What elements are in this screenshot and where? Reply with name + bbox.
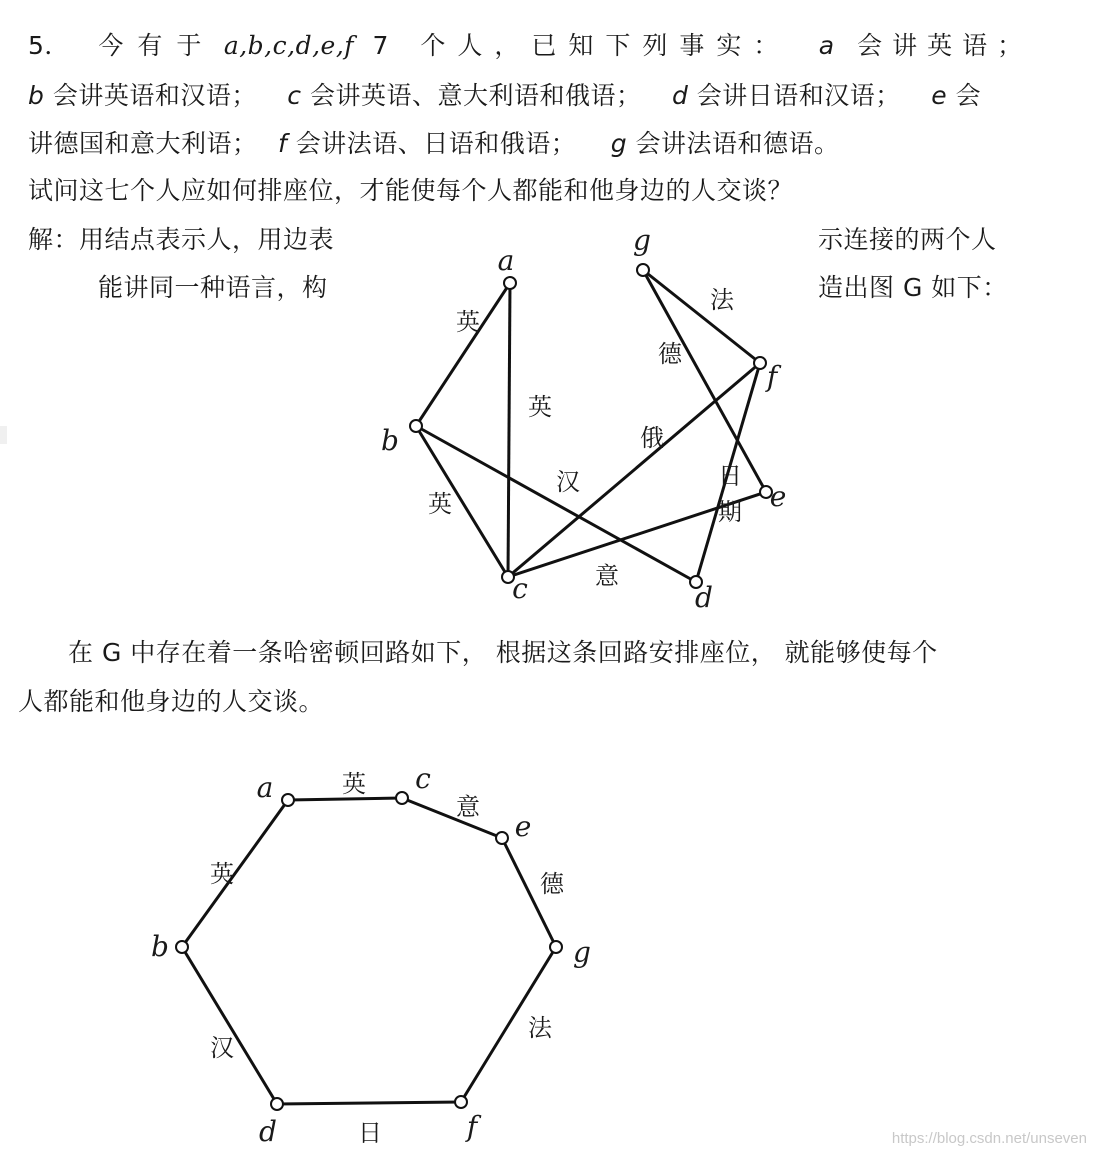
graph-node-g [637, 264, 649, 276]
fact-c-letter: c [287, 81, 302, 110]
cycle-node-e [496, 832, 508, 844]
graph-node-f [754, 357, 766, 369]
fact-e-text-1: 会 [955, 81, 982, 110]
graph-node-label-e: e [769, 480, 787, 513]
cycle-node-d [271, 1098, 283, 1110]
problem-number: 5． [28, 31, 70, 60]
graph-edge-label-a-b: 英 [456, 308, 480, 336]
cycle-node-a [282, 794, 294, 806]
cycle-edge-a-c [288, 798, 402, 800]
graph-edge-a-b [416, 283, 510, 426]
graph-edge-label-f-d: 日 [718, 462, 742, 490]
cycle-node-label-g: g [573, 936, 591, 969]
conclusion-line-1: 在 G 中存在着一条哈密顿回路如下， 根据这条回路安排座位， 就能够使每个 [68, 638, 938, 667]
cycle-edge-label-e-g: 德 [540, 870, 564, 898]
graph-node-a [504, 277, 516, 289]
conclusion-line-2: 人都能和他身边的人交谈。 [18, 687, 325, 716]
problem-intro-count: 7 个人，已知下列事实： [372, 31, 791, 60]
fact-a-letter: a [818, 31, 835, 60]
fact-c-text: 会讲英语、意大利语和俄语； [310, 81, 642, 110]
cycle-node-b [176, 941, 188, 953]
solution-intro-right-1: 示连接的两个人 [818, 225, 997, 254]
graph-node-label-a: a [497, 244, 515, 277]
people-list: a,b,c,d,e,f [223, 31, 355, 60]
problem-question: 试问这七个人应如何排座位，才能使每个人都能和他身边的人交谈？ [28, 176, 794, 205]
fact-b-letter: b [28, 81, 45, 110]
cycle-node-label-a: a [256, 771, 274, 804]
graph-edge-label-b-d: 汉 [556, 468, 580, 496]
graph-node-label-b: b [381, 424, 399, 457]
cycle-node-label-d: d [259, 1115, 277, 1148]
cycle-node-c [396, 792, 408, 804]
cycle-edge-label-f-d: 日 [358, 1119, 382, 1147]
cycle-edge-d-b [182, 947, 277, 1104]
cycle-node-label-b: b [151, 930, 169, 963]
problem-intro-text: 今有于 [98, 31, 216, 60]
graph-edge-label-g-f: 法 [710, 286, 734, 314]
graph-edge-label-b-c: 英 [428, 490, 452, 518]
cycle-edge-b-a [182, 800, 288, 947]
graph-edge-label-g-e: 德 [658, 340, 682, 368]
fact-b-text: 会讲英语和汉语； [52, 81, 257, 110]
fact-f-letter: f [277, 129, 288, 158]
graph-edge-label-c-f: 俄 [640, 424, 664, 452]
fact-a-text: 会讲英语； [857, 31, 1033, 60]
cycle-node-label-c: c [415, 762, 431, 795]
cycle-node-f [455, 1096, 467, 1108]
watermark: https://blog.csdn.net/unseven [891, 1130, 1087, 1147]
fact-e-letter: e [931, 81, 948, 110]
cycle-node-label-e: e [514, 810, 532, 843]
graph-edge-label-c-e: 意 [595, 562, 619, 590]
fact-g-text: 会讲法语和德语。 [635, 129, 840, 158]
fact-f-text: 会讲法语、日语和俄语； [295, 129, 577, 158]
cycle-edge-label-b-a: 英 [210, 860, 234, 888]
graph-edge-label-a-c: 英 [528, 393, 552, 421]
cycle-edge-label-d-b: 汉 [210, 1034, 234, 1062]
fact-e-text-2: 讲德国和意大利语； [28, 129, 258, 158]
fact-g-letter: g [610, 129, 628, 158]
cycle-edge-label-g-f: 法 [528, 1014, 552, 1042]
fact-d-text: 会讲日语和汉语； [696, 81, 901, 110]
graph-node-label-g: g [633, 224, 651, 257]
graph-node-label-d: d [695, 581, 713, 614]
cycle-edge-f-d [277, 1102, 461, 1104]
graph-node-label-c: c [512, 572, 528, 605]
graph-edge-g-e [643, 270, 766, 492]
cycle-node-label-f: f [466, 1110, 478, 1143]
cycle-edge-label-c-e: 意 [456, 793, 480, 821]
solution-intro-left-1: 解：用结点表示人，用边表 [28, 225, 335, 254]
graph-node-label-f: f [766, 360, 778, 393]
solution-intro-left-2: 能讲同一种语言，构 [98, 273, 328, 302]
graph-edge-a-c [508, 283, 510, 577]
cycle-edge-c-e [402, 798, 502, 838]
fact-d-letter: d [671, 81, 689, 110]
cycle-node-g [550, 941, 562, 953]
graph-node-b [410, 420, 422, 432]
cycle-edge-label-a-c: 英 [342, 770, 366, 798]
solution-intro-right-2: 造出图 G 如下： [818, 273, 1008, 302]
graph-extra-label: 期 [718, 498, 742, 526]
